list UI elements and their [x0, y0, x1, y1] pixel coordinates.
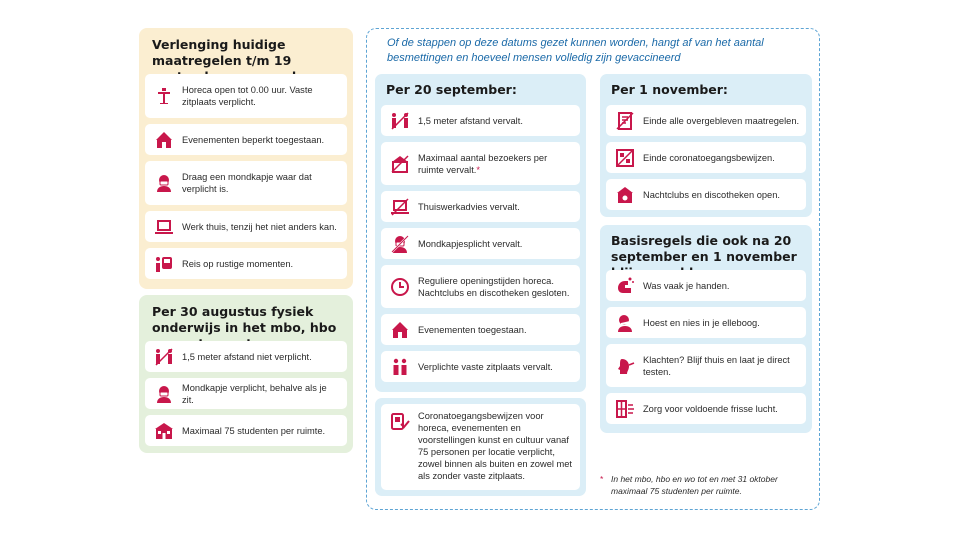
- restaurant-table-icon: [154, 86, 174, 106]
- education-title: Per 30 augustus fysiek onderwijs in het mbo, hbo: [152, 304, 337, 335]
- people-icon: [390, 357, 410, 377]
- footnote-star: *: [600, 474, 604, 484]
- list-item: Mondkapjesplicht vervalt.: [381, 228, 580, 259]
- list-item: Reis op rustige momenten.: [145, 248, 347, 279]
- basic-rules-title: Basisregels die ook na 20 september en 1 november: [611, 233, 797, 264]
- list-item: 1,5 meter afstand niet verplicht.: [145, 341, 347, 372]
- list-item: Evenementen beperkt toegestaan.: [145, 124, 347, 155]
- list-item: 1,5 meter afstand vervalt.: [381, 105, 580, 136]
- conditions-intro: Of de stappen op deze datums gezet kunnen worden, hangt af van het aantal besmettingen en hoeveel mensen volledig zijn gevaccineerd: [387, 37, 764, 64]
- list-item: Was vaak je handen.: [606, 270, 806, 301]
- basic-rules-panel: [600, 225, 812, 433]
- qr-phone-icon: [390, 412, 410, 432]
- circus-tent-icon: [154, 130, 174, 150]
- distance-crossed-icon: [154, 347, 174, 367]
- november-1-panel: [600, 74, 812, 217]
- footnote: [600, 473, 805, 497]
- list-item: Hoest en nies in je elleboog.: [606, 307, 806, 338]
- mask-crossed-icon: [390, 234, 410, 254]
- list-item: Thuiswerkadvies vervalt.: [381, 191, 580, 222]
- qr-crossed-icon: [615, 148, 635, 168]
- train-passenger-icon: [154, 254, 174, 274]
- future-steps-container: [366, 28, 820, 510]
- face-mask-icon: [154, 173, 174, 193]
- november-1-title: Per 1 november:: [611, 82, 728, 97]
- september-20-panel: [375, 74, 586, 392]
- list-item: Evenementen toegestaan.: [381, 314, 580, 345]
- list-item: Werk thuis, tenzij het niet anders kan.: [145, 211, 347, 242]
- laptop-icon: [154, 217, 174, 237]
- list-item: Coronatoegangsbewijzen voor horeca, evenementen en voorstellingen kunst en cultuur vanaf 75 personen per locatie verplicht, zowel binnen als buiten en zowel met als zonder vaste zitplaats.: [381, 404, 580, 490]
- current-measures-panel: [139, 28, 353, 289]
- face-mask-icon: [154, 384, 174, 404]
- clock-icon: [390, 277, 410, 297]
- laptop-crossed-icon: [390, 197, 410, 217]
- list-item: Maximaal 75 studenten per ruimte.: [145, 415, 347, 446]
- list-item: Einde coronatoegangsbewijzen.: [606, 142, 806, 173]
- hand-wash-icon: [615, 276, 635, 296]
- list-item: Zorg voor voldoende frisse lucht.: [606, 393, 806, 424]
- list-item: Verplichte vaste zitplaats vervalt.: [381, 351, 580, 382]
- list-item: Klachten? Blijf thuis en laat je direct testen.: [606, 344, 806, 387]
- test-swab-icon: [615, 356, 635, 376]
- current-measures-title: Verlenging huidige maatregelen t/m 19: [152, 37, 292, 68]
- building-crossed-icon: [390, 154, 410, 174]
- window-ventilation-icon: [615, 399, 635, 419]
- document-crossed-icon: [615, 111, 635, 131]
- cough-icon: [615, 313, 635, 333]
- list-item: Reguliere openingstijden horeca. Nachtclubs en discotheken gesloten.: [381, 265, 580, 308]
- distance-crossed-icon: [390, 111, 410, 131]
- list-item: Nachtclubs en discotheken open.: [606, 179, 806, 210]
- list-item: Einde alle overgebleven maatregelen.: [606, 105, 806, 136]
- education-panel: [139, 295, 353, 453]
- circus-tent-icon: [390, 320, 410, 340]
- list-item: Mondkapje verplicht, behalve als je zit.: [145, 378, 347, 409]
- footnote-marker: *: [476, 164, 481, 175]
- list-item: Maximaal aantal bezoekers per ruimte vervalt.*: [381, 142, 580, 185]
- list-item: Draag een mondkapje waar dat verplicht is.: [145, 161, 347, 205]
- footnote-text: In het mbo, hbo en wo tot en met 31 oktober maximaal 75 studenten per ruimte.: [611, 474, 778, 496]
- access-pass-panel: [375, 398, 586, 496]
- september-20-title: Per 20 september:: [386, 82, 517, 97]
- school-building-icon: [154, 421, 174, 441]
- club-icon: [615, 185, 635, 205]
- list-item: Horeca open tot 0.00 uur. Vaste zitplaats verplicht.: [145, 74, 347, 118]
